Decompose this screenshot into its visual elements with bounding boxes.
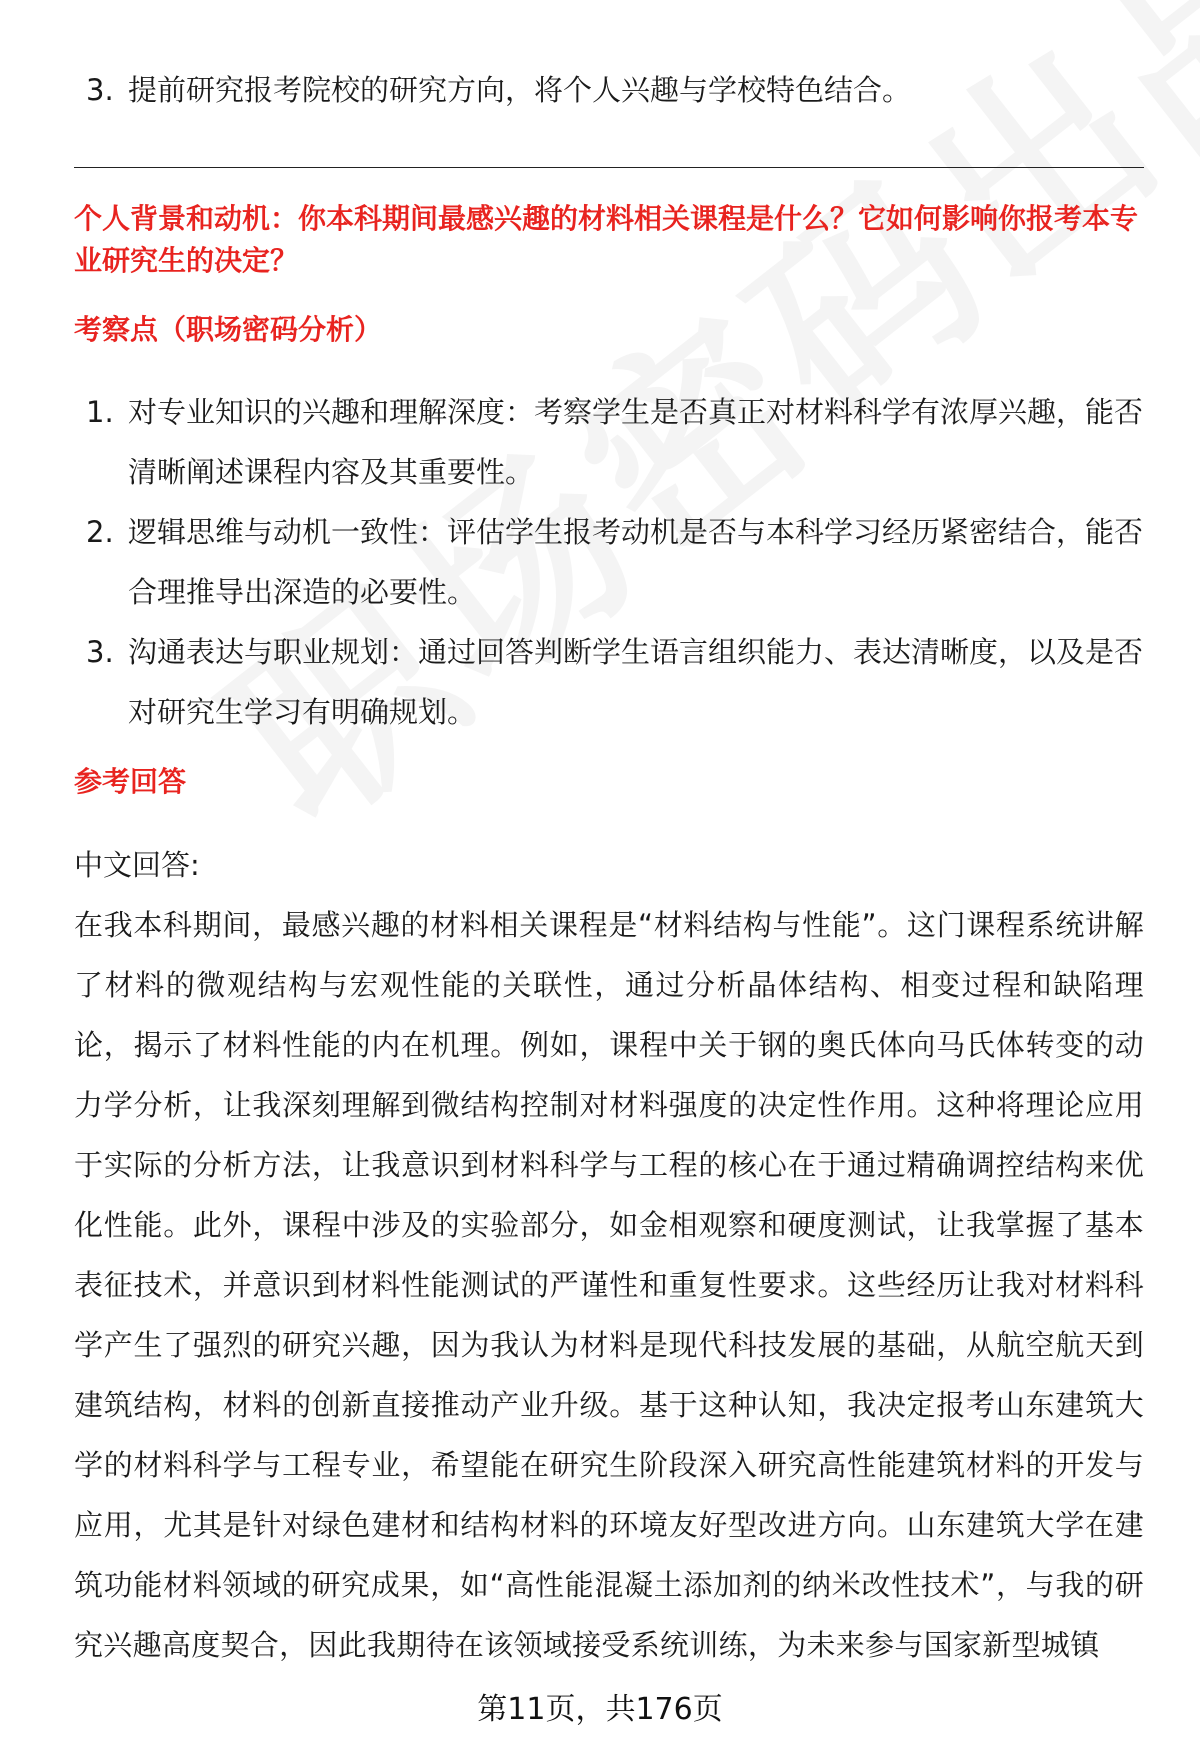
exam-points-list bbox=[74, 382, 1144, 742]
reference-answer-title: 参考回答 bbox=[74, 765, 187, 798]
list-number: 1. bbox=[86, 395, 114, 429]
list-item bbox=[74, 60, 1198, 120]
list-item bbox=[74, 382, 1144, 502]
list-text: 对专业知识的兴趣和理解深度：考察学生是否真正对材料科学有浓厚兴趣，能否清晰阐述课程内容及其重要性。 bbox=[128, 395, 1144, 489]
page-footer: 第11页，共176页 bbox=[477, 1692, 723, 1727]
answer-label: 中文回答: bbox=[74, 848, 200, 882]
exam-points-title: 考察点（职场密码分析） bbox=[74, 313, 383, 346]
list-text: 沟通表达与职业规划：通过回答判断学生语言组织能力、表达清晰度，以及是否对研究生学习有明确规划。 bbox=[128, 635, 1144, 729]
list-text: 逻辑思维与动机一致性：评估学生报考动机是否与本科学习经历紧密结合，能否合理推导出深造的必要性。 bbox=[128, 515, 1144, 609]
list-item bbox=[74, 622, 1144, 742]
list-number: 2. bbox=[86, 515, 114, 549]
list-text: 提前研究报考院校的研究方向，将个人兴趣与学校特色结合。 bbox=[128, 73, 912, 107]
list-item bbox=[74, 502, 1144, 622]
answer-body: 在我本科期间，最感兴趣的材料相关课程是“材料结构与性能”。这门课程系统讲解了材料的微观结构与宏观性能的关联性，通过分析晶体结构、相变过程和缺陷理论，揭示了材料性能的内在机理。例如，课程中关于钢的奥氏体向马氏体转变的动力学分析，让我深刻理解到微结构控制对材料强度的决定性作用。这种将理论应用于实际的分析方法，让我意识到材料科学与工程的核心在于通过精确调控结构来优化性能。此外，课程中涉及的实验部分，如金相观察和硬度测试，让我掌握了基本表征技术，并意识到材料性能测试的严谨性和重复性要求。这些经历让我对材料科学产生了强烈的研究兴趣，因为我认为材料是现代科技发展的基础，从航空航天到建筑结构，材料的创新直接推动产业升级。基于这种认知，我决定报考山东建筑大学的材料科学与工程专业，希望能在研究生阶段深入研究高性能建筑材料的开发与应用，尤其是针对绿色建材和结构材料的环境友好型改进方向。山东建筑大学在建筑功能材料领域的研究成果，如“高性能混凝土添加剂的纳米改性技术”，与我的研究兴趣高度契合，因此我期待在该领域接受系统训练，为未来参与国家新型城镇 bbox=[74, 908, 1144, 1662]
question-heading: 个人背景和动机：你本科期间最感兴趣的材料相关课程是什么？它如何影响你报考本专业研究生的决定？ bbox=[74, 202, 1139, 277]
list-number: 3. bbox=[86, 73, 114, 107]
divider bbox=[74, 167, 1144, 168]
list-number: 3. bbox=[86, 635, 114, 669]
